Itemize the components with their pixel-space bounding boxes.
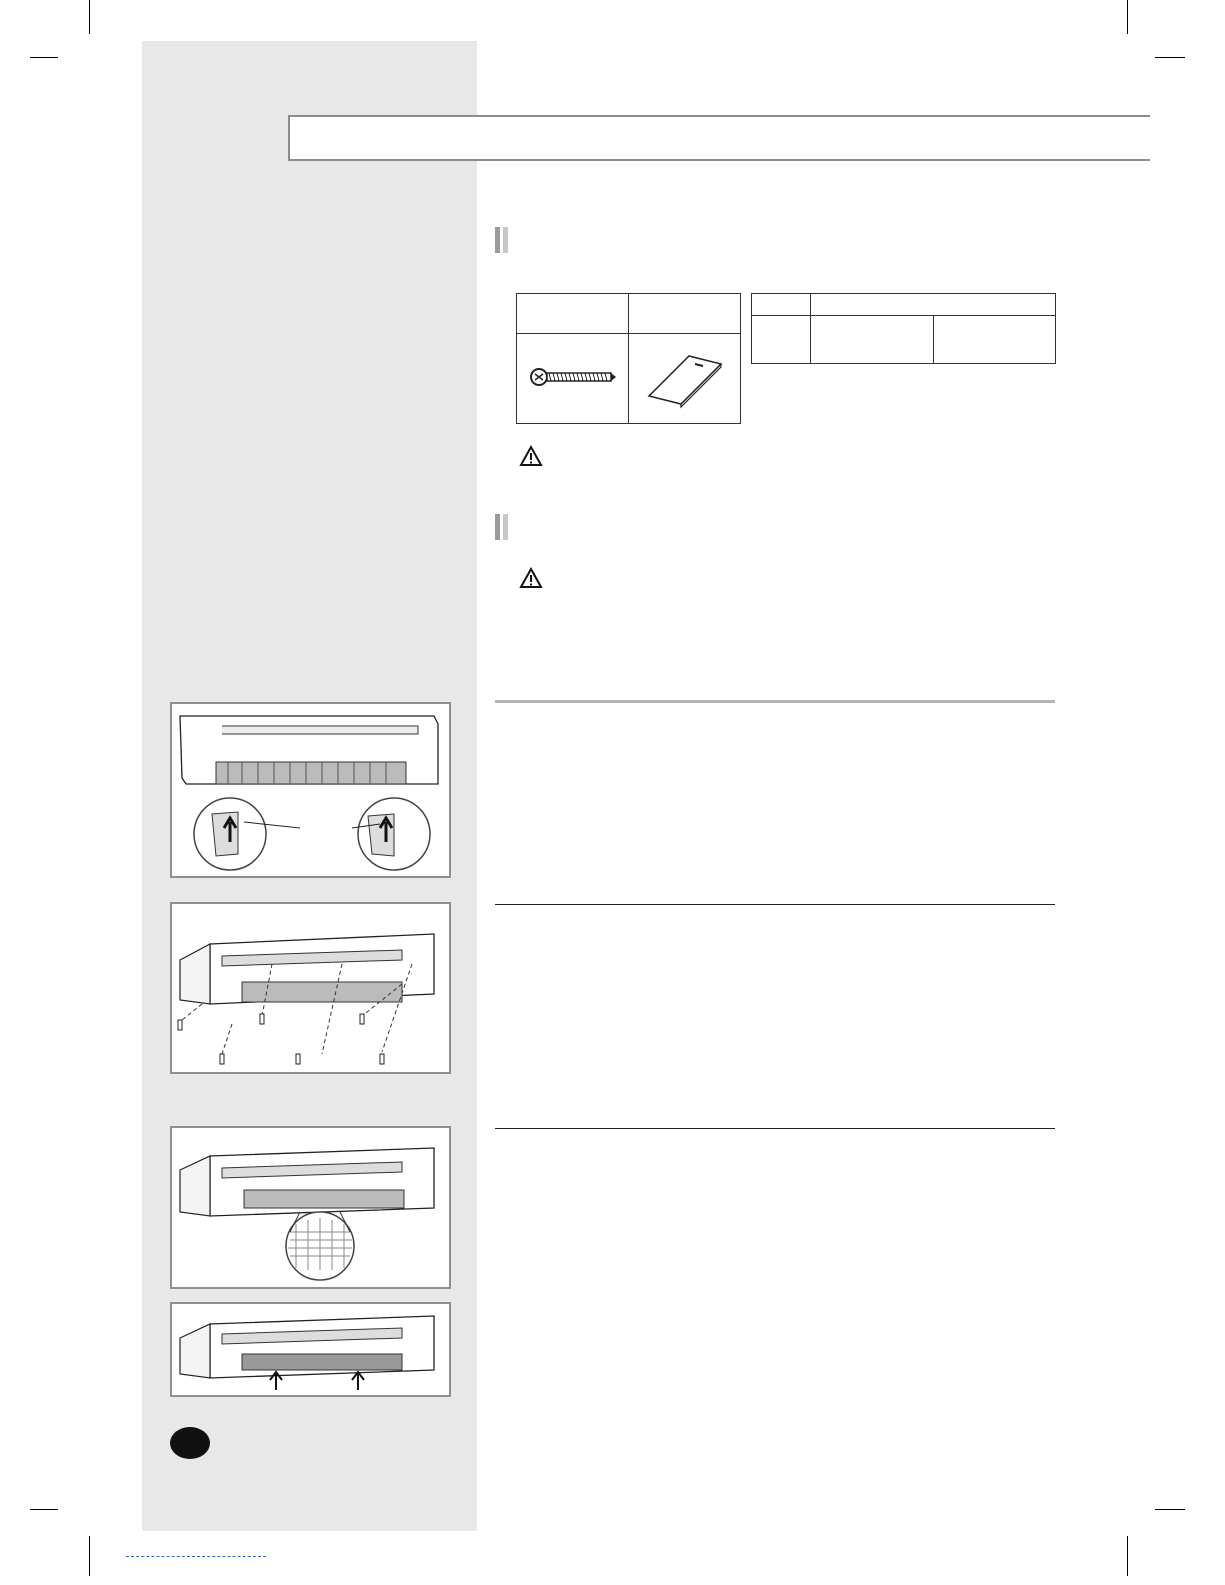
insert-filters-figure [170,1302,451,1397]
bottom-link-underline [126,1556,266,1558]
page-title [290,117,1150,137]
warning-triangle-icon [519,567,543,589]
remove-grille-latches-figure [170,702,451,878]
section-marker [495,514,509,540]
crop-mark [89,1536,90,1576]
crop-mark [89,0,90,34]
accessory-cell [517,334,629,424]
spec-header [752,294,811,316]
step-divider [495,904,1055,905]
page-number-badge [170,1427,210,1459]
crop-mark [1127,1536,1128,1576]
crop-mark [30,57,58,58]
crop-mark [1127,0,1128,34]
section-marker [495,227,509,253]
screw-icon [517,334,628,418]
spec-cell [934,316,1056,364]
spec-table [751,293,1056,364]
accessory-header [517,294,629,334]
crop-mark [30,1509,58,1510]
accessory-table [516,293,741,424]
spec-header [811,294,1056,316]
crop-mark [1155,57,1185,58]
accessory-header [629,294,741,334]
manual-booklet-icon [629,334,740,418]
warning-triangle-icon [519,445,543,467]
accessory-cell [629,334,741,424]
filter-detail-figure [170,1126,451,1289]
spec-cell [811,316,934,364]
crop-mark [1155,1509,1185,1510]
remove-screws-figure [170,902,451,1074]
page-title-box [288,115,1150,161]
step-divider [495,700,1055,703]
spec-cell [752,316,811,364]
step-divider [495,1128,1055,1129]
